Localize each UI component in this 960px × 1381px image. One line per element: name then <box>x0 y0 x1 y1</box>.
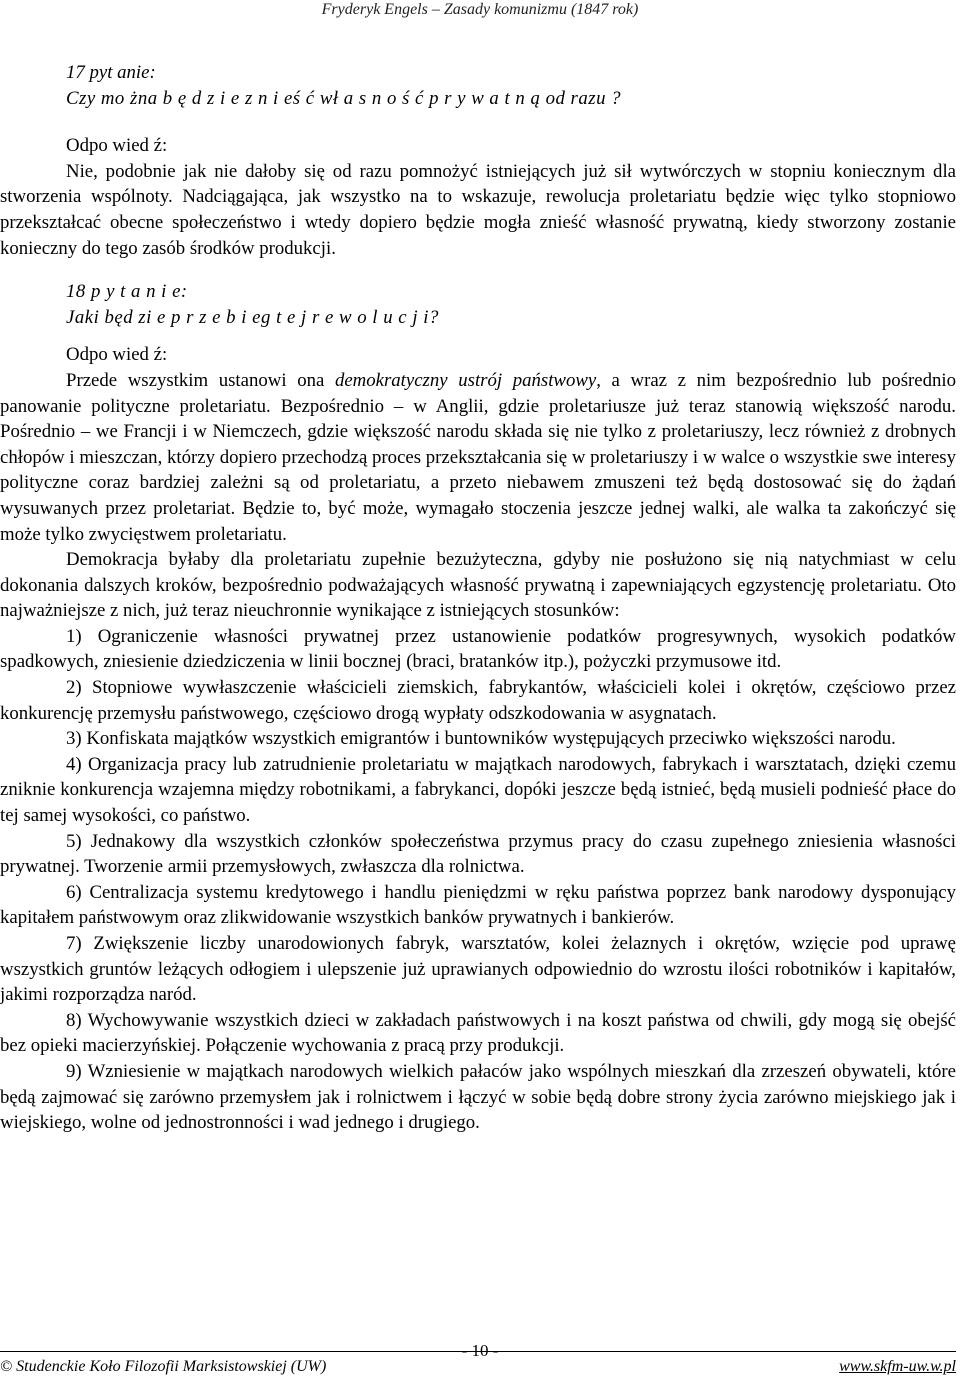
running-header: Fryderyk Engels – Zasady komunizmu (1847 rok) <box>321 1 639 18</box>
answer-18-label: Odpo wied ź: <box>66 344 168 366</box>
footer-website-link[interactable]: www.skfm-uw.w.pl <box>839 1358 956 1375</box>
footer-divider <box>0 1351 956 1352</box>
answer-18-paragraph-1 <box>0 368 956 547</box>
answer-17-label: Odpo wied ź: <box>66 135 168 157</box>
list-item-5: 5) Jednakowy dla wszystkich członków społeczeństwa przymus pracy do czasu zupełnego zniesienia własności prywatnej. Tworzenie armii przemysłowych, zwłaszcza dla rolnictwa. <box>0 830 956 878</box>
list-item-7: 7) Zwiększenie liczby unarodowionych fabryk, warsztatów, kolei żelaznych i okrętów, wzięcie pod uprawę wszystkich gruntów leżących odłogiem i ulepszenie już uprawianych odpowiednio do wzrostu ilości robotników i kapitałów, jakimi rozporządza naród. <box>0 933 956 1006</box>
question-18-text: Jaki będ zi e p r z e b i eg t e j r e w o l u c j i? <box>66 306 439 328</box>
answer-18-text-b: , a wraz z nim bezpośrednio lub pośrednio panowanie polityczne proletariatu. Bezpośrednio – w Anglii, gdzie proletariusze już teraz stanowią większość narodu. Pośrednio – we Francji i w Niemczech, gdzie większość narodu składa się nie tylko z proletariuszy, lecz również z drobnych chłopów i mieszczan, którzy dopiero przechodzą proces przekształcania się w proletariuszy i w walce o wszystkie swe interesy polityczne coraz bardziej zależni są od proletariatu, a przeto niebawem zmuszeni też będą dostosować się do żądań wysuwanych przez proletariat. Będzie to, być może, wymagało stoczenia jeszcze jednej walki, ale walka ta zakończyć się może tylko zwycięstwem proletariatu. <box>0 369 956 545</box>
question-18-label: 18 p y t a n i e: <box>66 281 188 303</box>
question-17-text: Czy mo żna b ę d z i e z n i eś ć wł a s n o ś ć p r y w a t n ą od razu ? <box>66 87 622 109</box>
list-item-4: 4) Organizacja pracy lub zatrudnienie proletariatu w majątkach narodowych, fabrykach i warsztatach, dzięki czemu zniknie konkurencja wzajemna między robotnikami, a fabrykanci, dopóki jeszcze będą istnieć, będą musieli podnieść płace do tej samej wysokości, co państwo. <box>0 753 956 827</box>
answer-18-emphasis: demokratyczny ustrój państwowy <box>334 369 597 391</box>
list-item-6: 6) Centralizacja systemu kredytowego i handlu pieniędzmi w ręku państwa poprzez bank narodowy dysponujący kapitałem państwowym oraz zlikwidowanie wszystkich banków prywatnych i bankierów. <box>0 881 956 929</box>
question-17-label: 17 pyt anie: <box>66 62 156 83</box>
answer-17-paragraph: Nie, podobnie jak nie dałoby się od razu pomnożyć istniejących już sił wytwórczych w stopniu koniecznym dla stworzenia wspólnoty. Nadciągająca, jak wszystko na to wskazuje, rewolucja proletariatu będzie więc tylko stopniowo przekształcać obecne społeczeństwo i wtedy dopiero będzie mogła znieść własność prywatną, kiedy stworzony zostanie konieczny do tego zasób środków produkcji. <box>0 160 956 259</box>
list-item-2: 2) Stopniowe wywłaszczenie właścicieli ziemskich, fabrykantów, właścicieli kolei i okrętów, częściowo przez konkurencję przemysłu państwowego, częściowo drogą wypłaty odszkodowania w asygnatach. <box>0 677 956 724</box>
list-item-3: 3) Konfiskata majątków wszystkich emigrantów i buntowników występujących przeciwko większości narodu. <box>66 728 896 750</box>
page-number: - 10 - <box>461 1341 499 1360</box>
list-item-9: 9) Wzniesienie w majątkach narodowych wielkich pałaców jako wspólnych mieszkań dla zrzeszeń obywateli, które będą zajmować się zarówno przemysłem jak i rolnictwem i łączyć w sobie będą dobre strony życia zarówno miejskiego jak i wiejskiego, wolne od jednostronności i wad jednego i drugiego. <box>0 1060 956 1134</box>
list-item-1: 1) Ograniczenie własności prywatnej przez ustanowienie podatków progresywnych, wysokich podatków spadkowych, zniesienie dziedziczenia w linii bocznej (braci, bratanków itp.), pożyczki przymusowe itd. <box>0 625 956 673</box>
footer-copyright: © Studenckie Koło Filozofii Marksistowskiej (UW) <box>0 1358 327 1375</box>
answer-18-text-a: Przede wszystkim ustanowi ona <box>66 369 335 391</box>
document-body <box>0 60 956 1136</box>
answer-18-paragraph-2: Demokracja byłaby dla proletariatu zupełnie bezużyteczna, gdyby nie posłużono się nią natychmiast w celu dokonania dalszych kroków, bezpośrednio podważających własność prywatną i zapewniających egzystencję proletariatu. Oto najważniejsze z nich, już teraz nieuchronnie wynikające z istniejących stosunków: <box>0 549 956 622</box>
list-item-8: 8) Wychowywanie wszystkich dzieci w zakładach państwowych i na koszt państwa od chwili, gdy mogą się obejść bez opieki macierzyńskiej. Połączenie wychowania z pracą przy produkcji. <box>0 1009 956 1057</box>
